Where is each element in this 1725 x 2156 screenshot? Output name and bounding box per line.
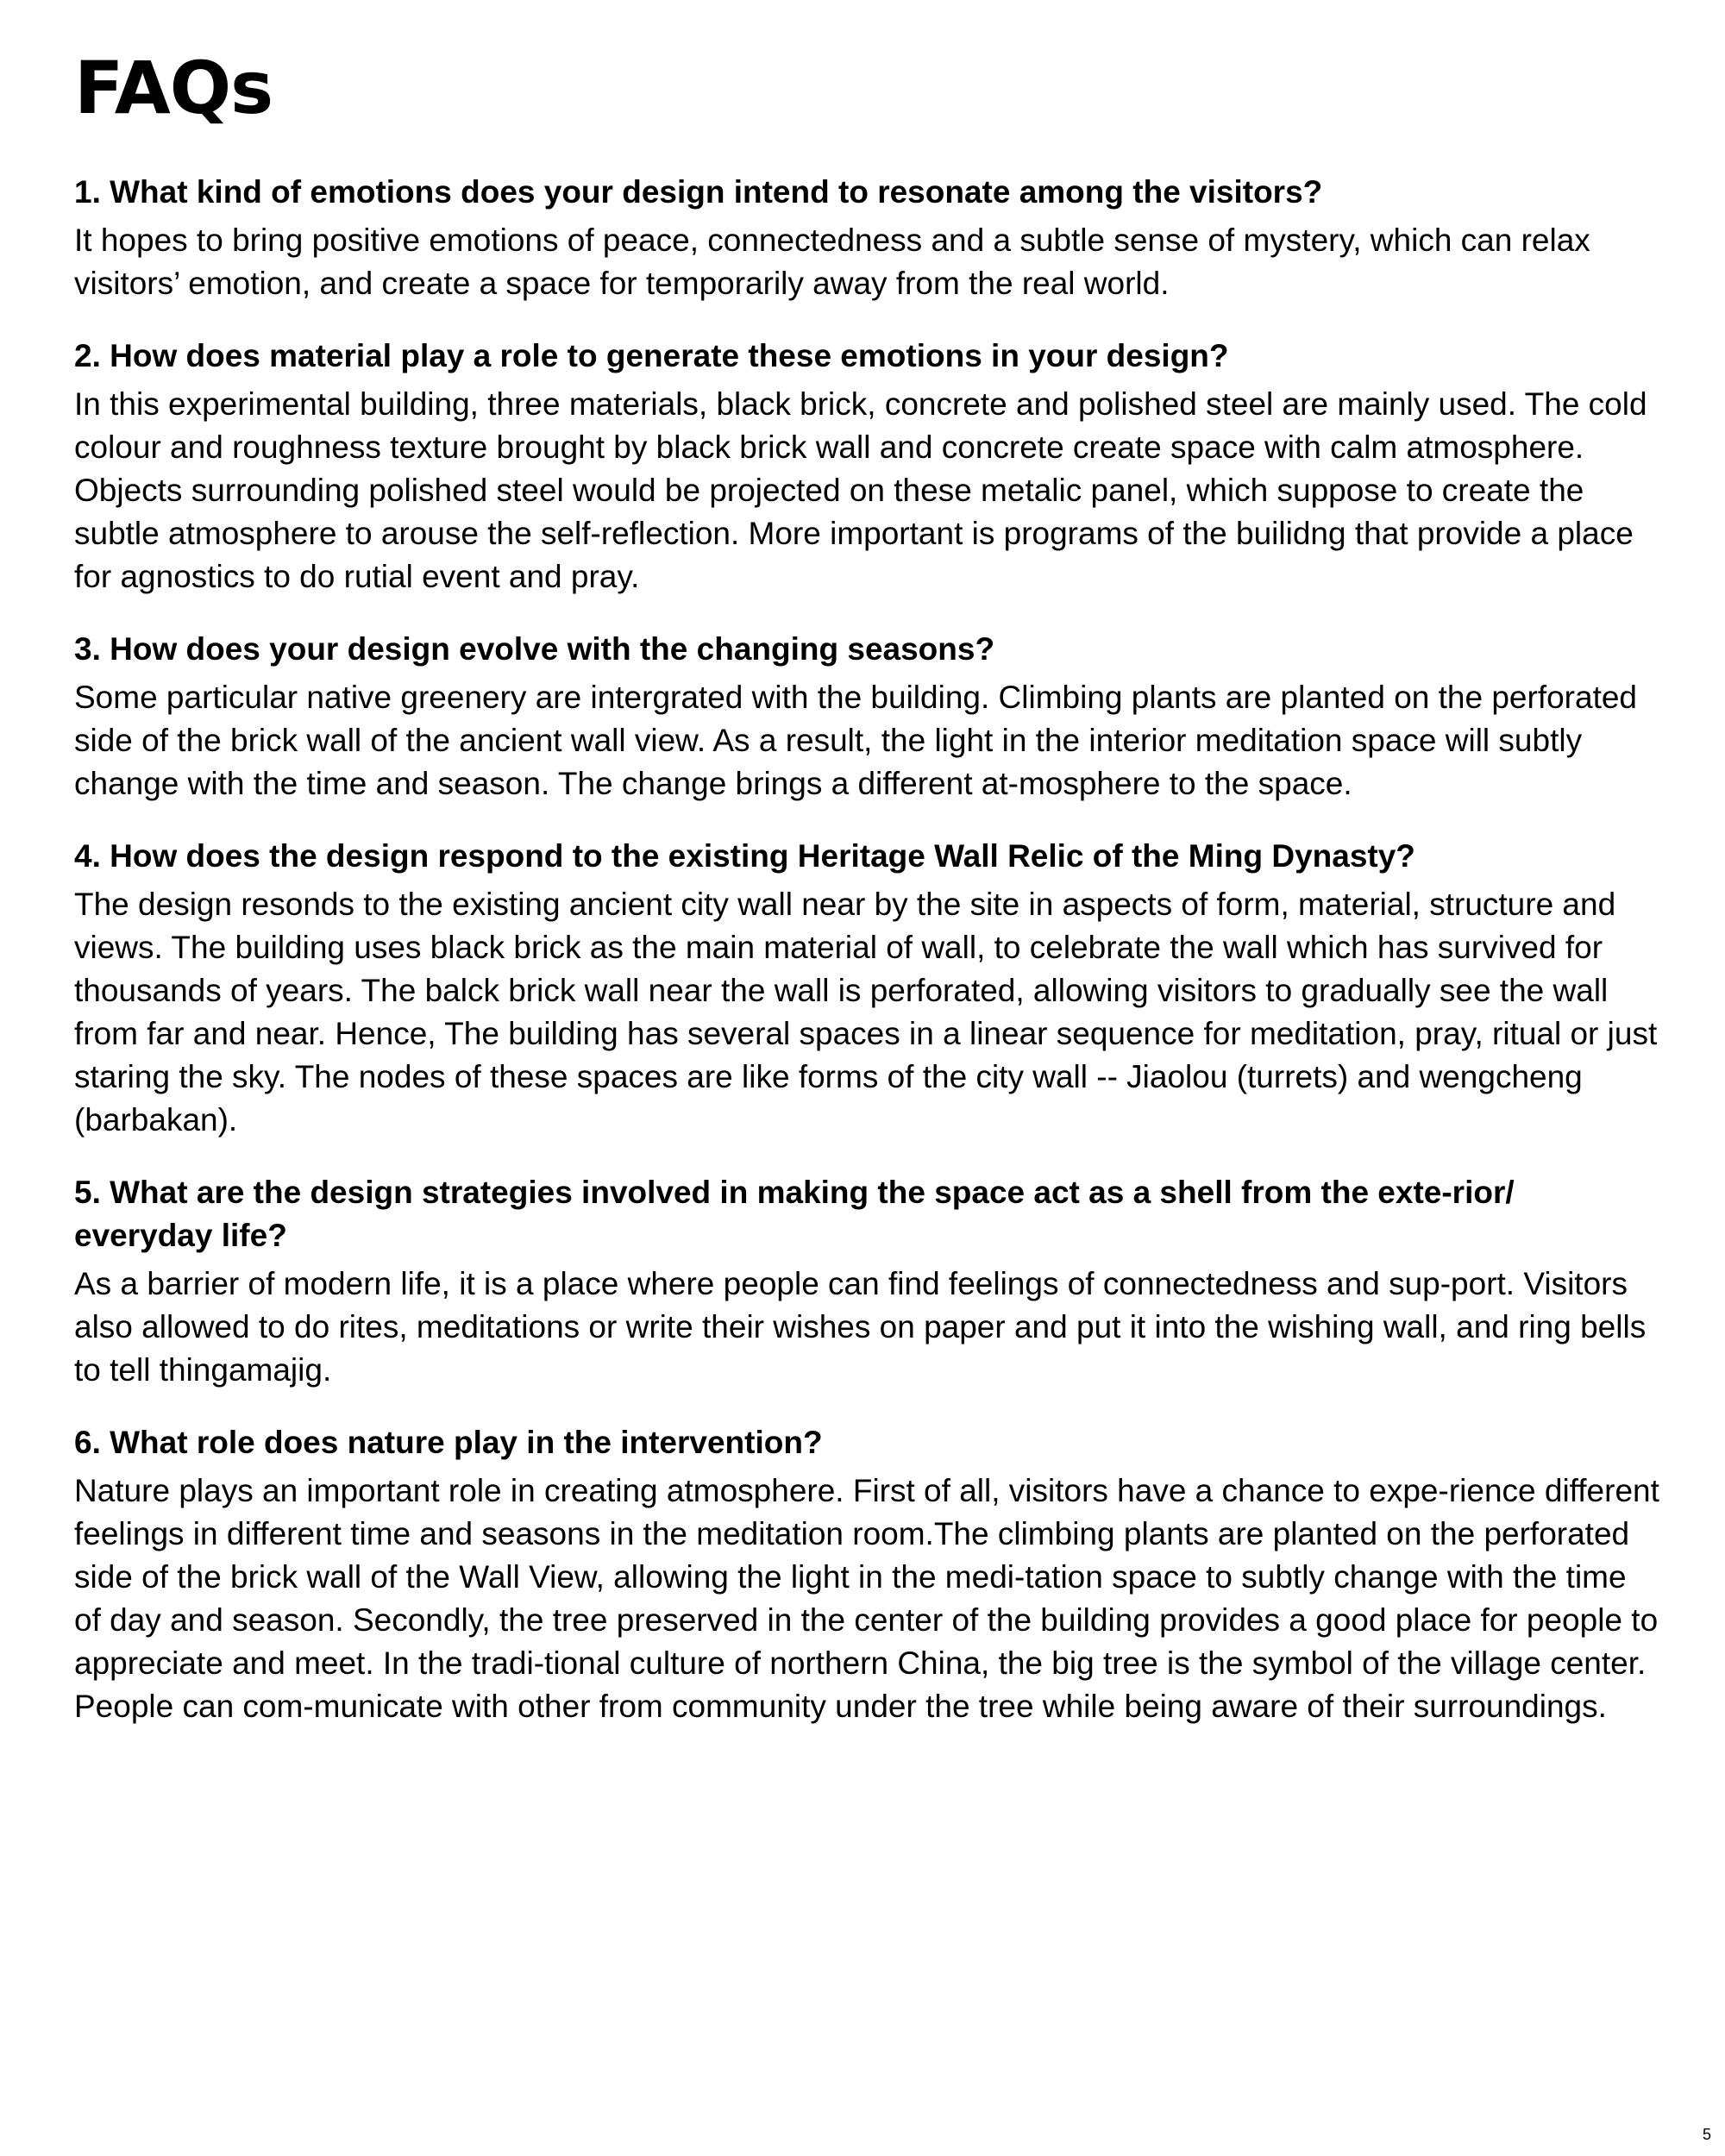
faq-question: 2. How does material play a role to generate these emotions in your design?: [74, 338, 1229, 373]
faq-answer: As a barrier of modern life, it is a place where people can find feelings of connectedness and sup-port. Visitors also allowed to do rites, meditations or write their wishes on paper and put it into the wishing wall, and ring bells to tell thingamajig.: [74, 1266, 1647, 1388]
faq-question: 3. How does your design evolve with the changing seasons?: [74, 631, 995, 667]
faq-item-6: [74, 1421, 1661, 1728]
faq-answer: Some particular native greenery are intergrated with the building. Climbing plants are planted on the perforated side of the brick wall of the ancient wall view. As a result, the light in the interior meditation space will subtly change with the time and season. The change brings a different at-mosphere to the space.: [74, 680, 1638, 801]
faq-question: 4. How does the design respond to the existing Heritage Wall Relic of the Ming Dynasty?: [74, 838, 1415, 874]
faq-item-4: [74, 835, 1661, 1142]
faq-item-2: [74, 335, 1661, 599]
page-number: 5: [1702, 2126, 1711, 2143]
faq-item-3: [74, 628, 1661, 805]
faq-question: 5. What are the design strategies involved in making the space act as a shell from the exte-rior/ everyday life?: [74, 1175, 1515, 1253]
faq-answer: Nature plays an important role in creating atmosphere. First of all, visitors have a chance to expe-rience different feelings in different time and seasons in the meditation room.The climbing plants are planted on the perforated side of the brick wall of the Wall View, allowing the light in the medi-tation space to subtly change with the time of day and season. Secondly, the tree preserved in the center of the building provides a good place for people to appreciate and meet. In the tradi-tional culture of northern China, the big tree is the symbol of the village center. People can com-municate with other from community under the tree while being aware of their surroundings.: [74, 1473, 1659, 1724]
faq-answer: The design resonds to the existing ancient city wall near by the site in aspects of form, material, structure and views. The building uses black brick as the main material of wall, to celebrate the wall which has survived for thousands of years. The balck brick wall near the wall is perforated, allowing visitors to gradually see the wall from far and near. Hence, The building has several spaces in a linear sequence for meditation, pray, ritual or just staring the sky. The nodes of these spaces are like forms of the city wall -- Jiaolou (turrets) and wengcheng (barbakan).: [74, 887, 1658, 1138]
faq-answer: In this experimental building, three materials, black brick, concrete and polished steel are mainly used. The cold colour and roughness texture brought by black brick wall and concrete create space with calm atmosphere. Objects surrounding polished steel would be projected on these metalic panel, which suppose to create the subtle atmosphere to arouse the self-reflection. More important is programs of the builidng that provide a place for agnostics to do rutial event and pray.: [74, 386, 1647, 594]
faq-item-5: [74, 1171, 1661, 1392]
faq-question: 6. What role does nature play in the intervention?: [74, 1425, 823, 1460]
faq-item-1: [74, 171, 1661, 305]
faq-answer: It hopes to bring positive emotions of peace, connectedness and a subtle sense of mystery, which can relax visitors’ emotion, and create a space for temporarily away from the real world.: [74, 222, 1590, 301]
faq-page: [74, 46, 1661, 1758]
page-title: FAQs: [74, 46, 273, 130]
faq-question: 1. What kind of emotions does your design intend to resonate among the visitors?: [74, 174, 1323, 210]
